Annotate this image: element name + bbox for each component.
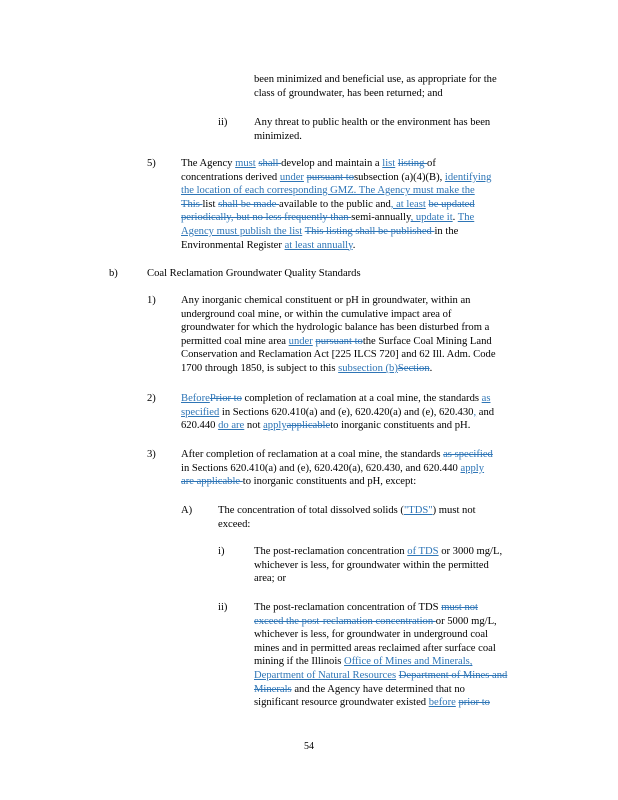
text-run: and	[476, 406, 495, 418]
text-line	[181, 448, 493, 462]
text-line	[181, 475, 493, 489]
text-run: Any inorganic chemical constituent or pH in groundwater, within an	[181, 295, 471, 306]
text-run: Conservation and Reclamation Act [225 ILCS 720] and 62 Ill. Adm. Code	[181, 349, 496, 361]
inserted-text: apply	[460, 462, 485, 474]
item-A-text	[218, 504, 476, 531]
item-Ai-text	[254, 545, 502, 586]
text-line	[254, 669, 507, 683]
text-run: and the Agency have determined that no	[291, 683, 465, 695]
deleted-text: applicable	[286, 420, 331, 432]
text-line	[181, 171, 491, 185]
text-line	[181, 335, 496, 349]
text-run: the Surface Coal Mining Land	[362, 335, 492, 347]
text-line	[254, 545, 502, 559]
inserted-text: specified	[181, 406, 220, 418]
item-label-Ai: i)	[218, 546, 225, 557]
text-line	[181, 392, 494, 406]
text-run: in the	[434, 225, 459, 237]
text-line	[181, 462, 493, 476]
text-line	[181, 362, 496, 376]
inserted-text: before	[428, 697, 456, 709]
text-run: Environmental Register	[181, 239, 285, 251]
inserted-text: ,	[473, 406, 477, 418]
text-run: develop and maintain a	[281, 158, 383, 169]
inserted-text: Before	[181, 393, 210, 404]
text-run: permitted coal mine area	[181, 335, 289, 347]
text-line	[181, 184, 491, 198]
item-b2-text	[181, 392, 494, 433]
text-run: .	[452, 212, 458, 224]
text-run: The concentration of total dissolved solids (	[218, 505, 404, 516]
section-label-b: b)	[109, 268, 118, 279]
text-run: not	[244, 420, 264, 432]
deleted-text: exceed the post-reclamation concentration	[254, 615, 436, 627]
text-run: subsection (a)(4)(B),	[354, 171, 445, 183]
page-number: 54	[304, 741, 314, 752]
text-line: Any threat to public health or the environment has been	[254, 117, 491, 128]
text-line	[254, 572, 502, 586]
item-label-5: 5)	[147, 158, 156, 169]
text-run: or 5000 mg/L,	[435, 615, 497, 627]
inserted-text: subsection (b)	[338, 362, 398, 374]
text-run: mines and in permitted areas reclaimed after surface coal	[254, 642, 496, 654]
inserted-text: Office of Mines and Minerals,	[344, 656, 473, 668]
text-run: ) must not	[432, 505, 476, 516]
item-label-ii: ii)	[218, 117, 228, 128]
text-line	[254, 559, 502, 573]
text-run: available to the public and	[279, 198, 391, 210]
deleted-text: Minerals	[254, 683, 292, 695]
text-run: exceed:	[218, 518, 251, 530]
deleted-text: be updated	[428, 198, 475, 210]
item-ii-text	[254, 116, 490, 143]
inserted-text: the location of each corresponding GMZ. The Agency must make the	[181, 185, 475, 197]
deleted-text: listing	[397, 158, 428, 169]
text-line	[181, 308, 496, 322]
deleted-text: must not	[441, 602, 478, 613]
text-line: class of groundwater, has been returned; and	[254, 87, 443, 99]
text-line	[254, 601, 507, 615]
inserted-text: under	[279, 171, 304, 183]
text-run: in Sections 620.410(a) and (e), 620.420(a) and (e), 620.430	[219, 406, 474, 418]
deleted-text: as specified	[443, 449, 493, 460]
text-line	[254, 696, 507, 710]
inserted-text: apply	[263, 420, 287, 432]
item-b3-text	[181, 448, 493, 489]
deleted-text: Department of Mines and	[398, 669, 508, 681]
deleted-text: shall	[258, 158, 282, 169]
text-run: groundwater for which the hydrologic balance has been disturbed from a	[181, 322, 490, 334]
item-label-2: 2)	[147, 393, 156, 404]
text-run: completion of reclamation at a coal mine, the standards	[241, 393, 482, 404]
text-line	[181, 348, 496, 362]
text-line	[254, 642, 507, 656]
text-run: significant resource groundwater existed	[254, 697, 429, 709]
inserted-text: The	[457, 212, 475, 224]
text-line	[181, 406, 494, 420]
inserted-text: "TDS"	[403, 505, 433, 516]
item-5-text	[181, 157, 491, 252]
item-label-Aii: ii)	[218, 602, 228, 613]
text-run: list	[202, 198, 219, 210]
text-run: to inorganic constituents and pH, except:	[242, 476, 417, 488]
text-line	[218, 504, 476, 518]
text-run: underground coal mine, or within the cumulative impact area of	[181, 308, 452, 320]
text-run: to inorganic constituents and pH.	[330, 420, 471, 432]
inserted-text: do are	[218, 420, 245, 432]
text-run: .	[429, 362, 433, 374]
text-line	[181, 321, 496, 335]
text-line	[181, 294, 496, 308]
item-label-A: A)	[181, 505, 193, 516]
deleted-text: are applicable	[181, 476, 243, 488]
text-line: minimized.	[254, 130, 302, 142]
text-run: area; or	[254, 573, 287, 585]
text-line	[254, 615, 507, 629]
text-line	[254, 683, 507, 697]
text-run: semi-annually	[351, 212, 411, 224]
deleted-text: periodically, but no less frequently than	[181, 212, 352, 224]
inserted-text: , at least	[390, 198, 426, 210]
deleted-text: Prior to	[209, 393, 242, 404]
text-line	[181, 419, 494, 433]
text-run: mining if the Illinois	[254, 656, 345, 668]
item-label-3: 3)	[147, 449, 156, 460]
deleted-text: pursuant to	[315, 335, 363, 347]
inserted-text: identifying	[444, 171, 492, 183]
text-line	[181, 211, 491, 225]
item-Aii-text	[254, 601, 507, 710]
text-run: whichever is less, for groundwater in underground coal	[254, 629, 488, 641]
deleted-text: This	[181, 198, 203, 210]
text-run: concentrations derived	[181, 171, 280, 183]
text-run: of	[427, 158, 436, 169]
inserted-text: of TDS	[407, 546, 439, 557]
deleted-text: pursuant to	[306, 171, 354, 183]
item-b1-text	[181, 294, 496, 376]
inserted-text: Department of Natural Resources	[254, 669, 397, 681]
text-run: in Sections 620.410(a) and (e), 620.420(a), 620.430, and 620.440	[181, 462, 461, 474]
text-run: The post-reclamation concentration of TDS	[254, 602, 442, 613]
inserted-text: Agency must publish the list	[181, 225, 303, 237]
text-line	[181, 157, 491, 171]
text-run: .	[352, 239, 356, 251]
text-line	[254, 628, 507, 642]
text-run: After completion of reclamation at a coal mine, the standards	[181, 449, 444, 460]
deleted-text: Section	[397, 362, 430, 374]
text-line	[218, 518, 476, 532]
inserted-text: , update it	[410, 212, 453, 224]
text-line: been minimized and beneficial use, as appropriate for the	[254, 74, 497, 85]
text-run: The Agency	[181, 158, 236, 169]
text-run: or 3000 mg/L,	[438, 546, 503, 557]
deleted-text: shall be made	[218, 198, 279, 210]
deleted-text: prior to	[458, 697, 490, 709]
inserted-text: must	[235, 158, 256, 169]
text-run: 620.440	[181, 420, 219, 432]
inserted-text: at least annually	[284, 239, 353, 251]
inserted-text: list	[382, 158, 396, 169]
continuation-paragraph	[254, 73, 497, 100]
item-label-1: 1)	[147, 295, 156, 306]
text-run: whichever is less, for groundwater within the permitted	[254, 559, 489, 571]
text-line	[181, 225, 491, 239]
text-line	[181, 198, 491, 212]
deleted-text: This listing shall be published	[304, 225, 435, 237]
inserted-text: as	[481, 393, 491, 404]
inserted-text: under	[288, 335, 313, 347]
section-b-title: Coal Reclamation Groundwater Quality Standards	[147, 268, 361, 279]
text-run: The post-reclamation concentration	[254, 546, 408, 557]
text-line	[254, 655, 507, 669]
text-line	[181, 239, 491, 253]
text-run: 1700 through 1850, is subject to this	[181, 362, 339, 374]
